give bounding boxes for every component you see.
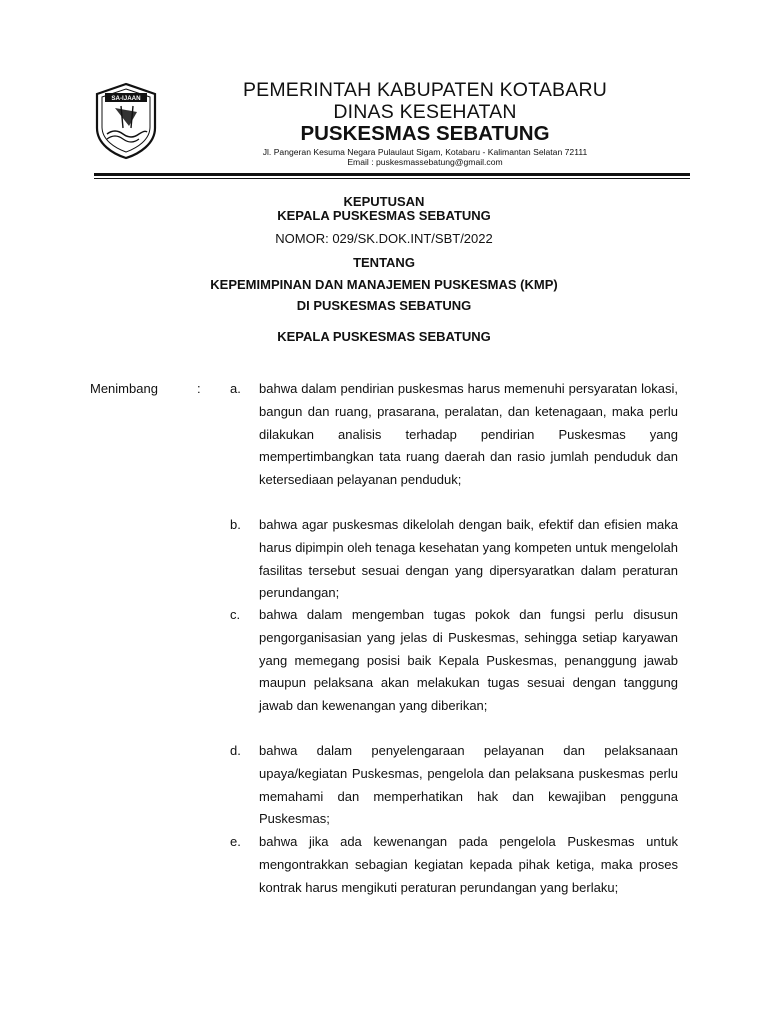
letterhead-government: PEMERINTAH KABUPATEN KOTABARU [242, 79, 608, 101]
letterhead-agency: DINAS KESEHATAN [333, 101, 517, 123]
decision-issuer: KEPALA PUSKESMAS SEBATUNG [277, 208, 491, 223]
decision-issuer-repeat: KEPALA PUSKESMAS SEBATUNG [277, 329, 491, 344]
considering-label: Menimbang [90, 381, 158, 396]
considering-item-c [230, 604, 678, 718]
considering-item-a [230, 378, 678, 492]
letterhead-institution: PUSKESMAS SEBATUNG [300, 122, 550, 145]
svg-text:SA-IJAAN: SA-IJAAN [111, 95, 141, 102]
regency-emblem-logo [93, 82, 159, 160]
letterhead-email: Email : puskesmassebatung@gmail.com [347, 157, 503, 167]
item-letter: e. [230, 834, 241, 849]
decision-subject-line2: DI PUSKESMAS SEBATUNG [296, 298, 472, 313]
decision-number: NOMOR: 029/SK.DOK.INT/SBT/2022 [275, 231, 493, 246]
item-letter: c. [230, 607, 241, 622]
item-text: bahwa jika ada kewenangan pada pengelola Puskesmas untuk mengontrakkan sebagian kegiatan kepada pihak ketiga, maka proses kontrak harus mengikuti peraturan perundangan yang berlaku; [259, 834, 678, 895]
decision-type: KEPUTUSAN [343, 194, 425, 209]
considering-item-d [230, 740, 678, 831]
item-text: bahwa dalam mengemban tugas pokok dan fungsi perlu disusun pengorganisasian yang jelas di Puskesmas, sehingga setiap karyawan yang memegang posisi baik Kepala Puskesmas, penanggung jawab maupun pelaksana akan melakukan tugas sesuai dengan tanggung jawab dan kewenangan yang diberikan; [259, 607, 678, 714]
letterhead-address: Jl. Pangeran Kesuma Negara Pulaulaut Sigam, Kotabaru - Kalimantan Selatan 72111 [262, 147, 588, 157]
item-letter: d. [230, 743, 241, 758]
item-letter: b. [230, 517, 241, 532]
letterhead-divider-thin [94, 178, 690, 179]
item-text: bahwa agar puskesmas dikelolah dengan baik, efektif dan efisien maka harus dipimpin oleh tenaga kesehatan yang kompeten untuk mengelolah fasilitas tersebut sesuai dengan yang dipersyaratkan dalam peraturan perundangan; [259, 517, 678, 601]
item-text: bahwa dalam pendirian puskesmas harus memenuhi persyaratan lokasi, bangun dan ruang, prasarana, peralatan, dan ketenagaan, maka perlu dilakukan analisis terhadap pendirian Puskesmas yang mempertimbangkan tata ruang daerah dan rasio jumlah penduduk dan ketersediaan pelayanan penduduk; [259, 381, 678, 488]
decision-about-label: TENTANG [353, 255, 415, 270]
considering-item-b [230, 514, 678, 605]
letterhead-divider-thick [94, 173, 690, 176]
considering-colon: : [197, 381, 201, 396]
decision-subject-line1: KEPEMIMPINAN DAN MANAJEMEN PUSKESMAS (KMP) [210, 277, 558, 292]
item-letter: a. [230, 381, 241, 396]
item-text: bahwa dalam penyelengaraan pelayanan dan pelaksanaan upaya/kegiatan Puskesmas, pengelola dan pelaksana puskesmas perlu memahami dan memperhatikan hak dan kewajiban pengguna Puskesmas; [259, 743, 678, 827]
considering-item-e [230, 831, 678, 899]
